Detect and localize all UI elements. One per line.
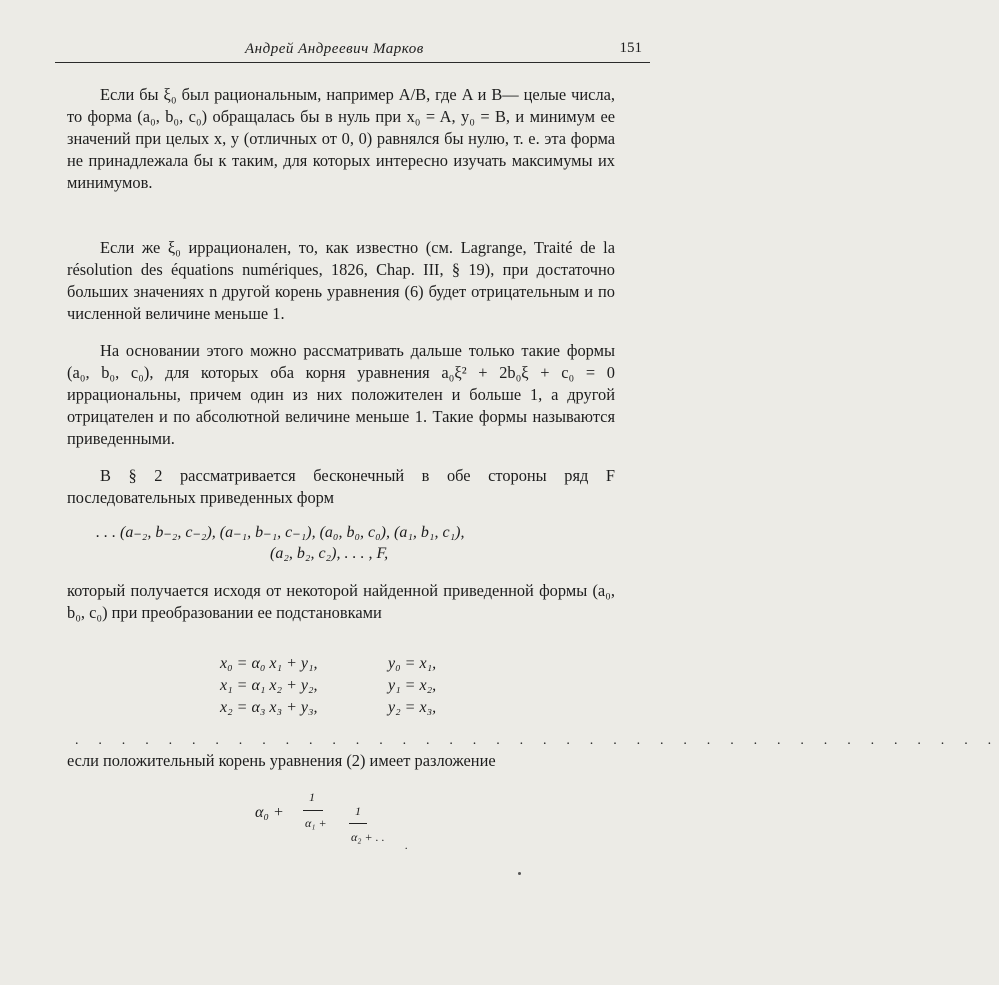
cf-alpha2: α₂ + . . <box>351 830 385 844</box>
paper-speck <box>518 872 521 875</box>
paragraph-4: В § 2 рассматривается бесконечный в обе стороны ряд F последовательных приведенных форм <box>67 466 615 508</box>
page-header <box>55 38 650 63</box>
dotted-separator: . . . . . . . . . . . . . . . . . . . . . . . . . . . . . . . . . . . . . . . . <box>75 733 999 748</box>
forms-sequence-line-2: (a₂, b₂, c₂), . . . , F, <box>270 545 389 562</box>
cf-alpha0: α₀ + <box>255 804 284 821</box>
substitution-left: x₁ = α₁ x₂ + y₂, <box>220 677 318 694</box>
substitution-row <box>220 655 520 677</box>
paragraph-5: который получается исходя от некоторой найденной приведенной формы (a₀, b₀, c₀) при преобразовании ее подстановками <box>67 581 615 623</box>
substitution-system <box>220 655 520 721</box>
cf-fraction-bar-1 <box>303 810 323 811</box>
substitution-left: x₂ = α₃ x₃ + y₃, <box>220 699 318 716</box>
substitution-row <box>220 677 520 699</box>
cf-numerator-1: 1 <box>309 790 315 804</box>
paragraph-1: Если бы ξ₀ был рациональным, например A/B, где A и B— целые числа, то форма (a₀, b₀, c₀) обращалась бы в нуль при x₀ = A, y₀ = B, и минимум ее значений при целых x, y (отличных от 0, 0) равнялся бы нулю, т. е. эта форма не принадлежала бы к таким, для которых интересно изучать максимумы их минимумов. <box>67 85 615 193</box>
cf-alpha1: α₁ + <box>305 816 327 830</box>
substitution-right: y₁ = x₂, <box>388 677 437 694</box>
forms-sequence-line-1: . . . (a₋₂, b₋₂, c₋₂), (a₋₁, b₋₁, c₋₁), (a₀, b₀, c₀), (a₁, b₁, c₁), <box>96 524 465 541</box>
continued-fraction <box>255 790 455 860</box>
running-title: Андрей Андреевич Марков <box>245 41 424 57</box>
substitution-left: x₀ = α₀ x₁ + y₁, <box>220 655 318 672</box>
page-number: 151 <box>619 40 642 56</box>
cf-tail-dot: . <box>405 838 408 852</box>
substitution-right: y₀ = x₁, <box>388 655 437 672</box>
substitution-row <box>220 699 520 721</box>
paragraph-3: На основании этого можно рассматривать дальше только такие формы (a₀, b₀, c₀), для которых оба корня уравнения a₀ξ² + 2b₀ξ + c₀ = 0 иррациональны, причем один из них положителен и больше 1, а другой отрицателен и по абсолютной величине меньше 1. Такие формы называются приведенными. <box>67 341 615 449</box>
paragraph-6: если положительный корень уравнения (2) имеет разложение <box>67 751 496 770</box>
paragraph-2: Если же ξ₀ иррационален, то, как известно (см. Lagrange, Traité de la résolution des équations numériques, 1826, Chap. III, § 19), при достаточно больших значениях n другой корень уравнения (6) будет отрицательным и по численной величине меньше 1. <box>67 238 615 324</box>
substitution-right: y₂ = x₃, <box>388 699 437 716</box>
cf-numerator-2: 1 <box>355 804 361 818</box>
cf-fraction-bar-2 <box>349 823 367 824</box>
